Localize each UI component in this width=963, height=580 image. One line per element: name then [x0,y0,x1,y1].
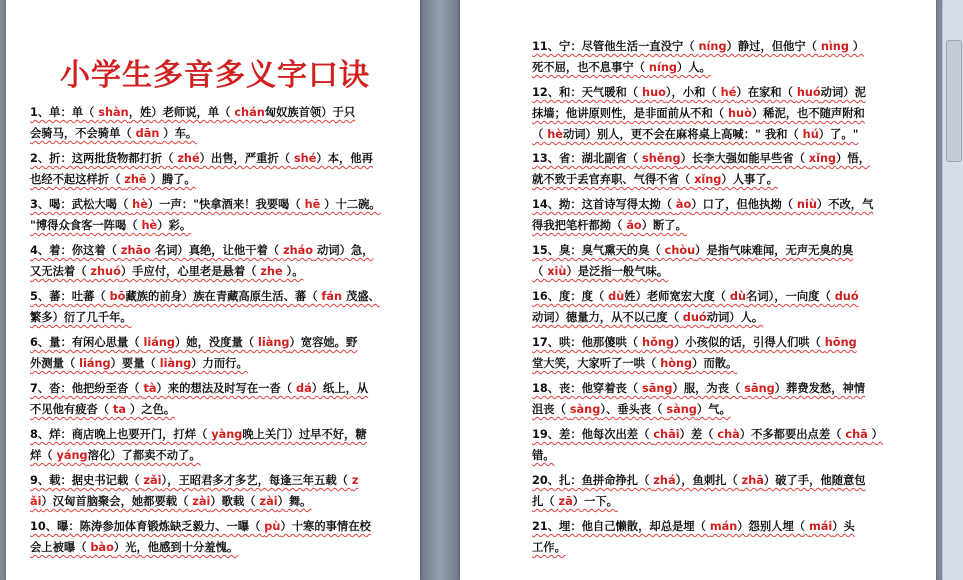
entry-text: ）是指气味难闻，无声无臭的臭 [695,244,854,257]
entry-item [532,286,932,328]
entry-text: 21、埋：他自己懒散，却总是埋（ [532,520,710,533]
entry-line [30,102,390,123]
entry-text: ）出售，严重折（ [199,152,294,165]
entry-item [30,332,390,374]
pinyin-text: hòng [660,357,693,370]
pinyin-text: sāng [744,382,775,395]
entry-text: ）稀泥，也不随声附和 [751,107,865,120]
pinyin-text: z [351,474,359,487]
entry-line [532,399,932,420]
entry-text: ）气。 [696,403,731,416]
pinyin-text: ǎo [626,219,642,232]
entry-line [30,261,390,282]
entry-line [30,516,390,537]
entry-line [532,215,932,236]
entry-text: 匈奴族首领）于只 [264,106,356,119]
pinyin-text: sàng [569,403,601,416]
entry-text: 6、量：有闲心思量（ [30,336,144,349]
entry-text: ）了。" [818,128,859,141]
entry-text: 5、蕃：吐蕃（ [30,290,110,303]
entry-text: ）人事了。 [721,173,778,186]
pinyin-text: zhāo [120,244,151,257]
entry-line [532,470,932,491]
entry-text: 错。 [532,449,555,462]
entry-text: ）静过，但他宁（ [726,40,821,53]
entry-text: 20、扎：鱼拼命挣扎（ [532,474,654,487]
entry-item [532,194,932,236]
pinyin-text: zài [259,495,278,508]
entry-text: 茂盛、 [342,290,380,303]
entry-text: ，姓）老师说，单（ [128,106,235,119]
entry-text: ）纸上，从 [311,382,369,395]
pinyin-text: nìng [820,40,849,53]
entry-text: 18、丧：他穿着丧（ [532,382,643,395]
entry-text: 就不致于丢官弃职、气得不省（ [532,173,695,186]
entry-line [30,148,390,169]
pinyin-text: liáng [143,336,175,349]
entry-text: 又无法着（ [30,265,91,278]
pinyin-text: dá [296,382,312,395]
entry-text: ）不多都要出点差（ [739,428,846,441]
entry-item [30,102,390,144]
pinyin-text: zhá [653,474,676,487]
entry-text: 10、曝：陈涛参加体育锻炼缺乏毅力、一曝（ [30,520,265,533]
entry-text: ），王昭君多才多艺，每逢三年五载（ [161,474,352,487]
entry-line [532,103,932,124]
entry-item [532,424,932,466]
entry-line [532,194,932,215]
entry-item [30,194,390,236]
entry-line [30,537,390,558]
entry-item [30,516,390,558]
pinyin-text: niù [796,198,817,211]
entry-text: ）在家和（ [736,86,797,99]
entry-text: 动词）德量力，从不以己度（ [532,311,683,324]
entry-text: 12、和：天气暖和（ [532,86,643,99]
entry-line [532,169,932,190]
pinyin-text: zhe [260,265,283,278]
entry-item [30,470,390,512]
entry-text: ）怨别人埋（ [737,520,809,533]
entry-text: （ [532,128,548,141]
pinyin-text: hǒng [642,336,674,349]
entry-item [30,286,390,328]
entry-line [30,123,390,144]
pinyin-text: hōng [824,336,857,349]
entry-line [30,353,390,374]
entry-text: ），小和（ [665,86,721,99]
entry-text: ），鱼刺扎（ [675,474,742,487]
vertical-scrollbar[interactable] [942,0,963,580]
entry-text: ）手应付，心里老是悬着（ [120,265,261,278]
entry-text: ）之色。 [126,403,176,416]
entry-text: 会骑马，不会骑单（ [30,127,136,140]
entry-text: 动词）泥 [820,86,866,99]
entry-text: ）而散。 [692,357,738,370]
entry-text: 得我把笔杆都拗（ [532,219,627,232]
entry-line [532,82,932,103]
entry-text: 堂大笑，大家听了一哄（ [532,357,661,370]
entry-line [532,332,932,353]
entry-text: ）十寒的事情在校 [280,520,371,533]
pinyin-text: dù [608,290,625,303]
pinyin-text: ǎi [30,495,42,508]
entry-line [532,424,932,445]
entry-text: 8、烊：商店晚上也要开门，打烊（ [30,428,212,441]
entry-text: 扎（ [532,495,559,508]
entry-text: ）力而行。 [191,357,248,370]
entry-item [30,378,390,420]
entry-line [532,124,932,145]
entry-text: ） [848,40,865,53]
entry-text: ）一下。 [572,495,618,508]
entry-line [30,332,390,353]
entry-text: 藏族的前身）族在青藏高原生活、蕃（ [125,290,322,303]
entry-line [532,148,932,169]
pinyin-text: zhē [124,173,147,186]
entry-text: 3、喝：武松大喝（ [30,198,133,211]
pinyin-text: pù [264,520,281,533]
entry-item [30,240,390,282]
pinyin-text: ào [675,198,692,211]
entry-line [532,36,932,57]
pinyin-text: fán [321,290,343,303]
entry-text: 17、哄：他那傻哄（ [532,336,643,349]
pinyin-text: shàn [98,106,129,119]
entry-text: 不见他有疲沓（ [30,403,114,416]
pinyin-text: chà [717,428,740,441]
pinyin-text: hè [141,219,158,232]
entry-text: 4、着：你这着（ [30,244,121,257]
pinyin-text: mán [709,520,738,533]
entry-text: ）断了。 [641,219,687,232]
entry-text: 11、宁：尽管他生活一直没宁（ [532,40,699,53]
entry-line [30,470,390,491]
entry-item [30,424,390,466]
entry-item [532,36,932,78]
pinyin-text: yáng [56,449,88,462]
pinyin-text: huó [796,86,821,99]
entry-text: 名词），一向度（ [746,290,835,303]
entry-text: 2、折：这两批货物都打折（ [30,152,178,165]
entry-item [532,378,932,420]
pinyin-text: zhā [741,474,764,487]
pinyin-text: bō [109,290,126,303]
pinyin-text: dān [135,127,160,140]
entry-text: ）人。 [676,61,711,74]
entry-line [30,194,390,215]
entry-text: 繁多）衍了几千年。 [30,311,132,324]
entry-text: ）小孩似的话，引得人们哄（ [673,336,825,349]
entry-text: 会上被曝（ [30,541,91,554]
entry-text: ）车。 [159,127,198,140]
entry-text: 16、度：度（ [532,290,609,303]
pinyin-text: hè [132,198,148,211]
entry-line [30,445,390,466]
entry-line [30,240,390,261]
pinyin-text: bào [90,541,114,554]
entry-line [532,286,932,307]
entry-text: ）汉匈首脑聚会，她都要载（ [41,495,193,508]
entry-line [532,307,932,328]
entry-line [30,378,390,399]
entry-text: ）头 [832,520,855,533]
entry-text: ）长李大强如能早些省（ [680,152,809,165]
entry-text: 19、差：他每次出差（ [532,428,654,441]
entry-item [532,516,932,558]
entry-text: ）来的想法及时写在一沓（ [156,382,296,395]
entry-text: 13、省：湖北副省（ [532,152,643,165]
entry-line [532,261,932,282]
entry-text: 动词）人。 [706,311,764,324]
entry-text: 9、载：据史书记载（ [30,474,144,487]
entry-text: ）是泛指一般气味。 [566,265,669,278]
entry-text: ）歌载（ [210,495,260,508]
pinyin-text: chā [845,428,868,441]
entry-text: 名词）真绝，让他干着（ [150,244,284,257]
entry-text: ）彩。 [157,219,192,232]
pinyin-text: sāng [642,382,673,395]
pinyin-text: zhé [177,152,200,165]
entry-line [30,286,390,307]
pinyin-text: xiù [547,265,567,278]
entry-text: ）十二碗。 [320,198,381,211]
entry-text: ） [867,428,883,441]
entry-item [532,240,932,282]
entry-text: 1、单：单（ [30,106,99,119]
pinyin-text: xǐng [694,173,722,186]
entry-line [30,491,390,512]
entry-text: ）、垂头丧（ [600,403,667,416]
pinyin-text: zhuó [90,265,121,278]
pinyin-text: zài [192,495,211,508]
entry-line [30,215,390,236]
pinyin-text: shé [293,152,317,165]
entry-text: ）宽容她。野 [289,336,358,349]
pinyin-text: chāi [653,428,680,441]
entry-text: ）悟， [836,152,870,165]
page-title: 小学生多音多义字口诀 [60,58,370,93]
pinyin-text: huò [727,107,752,120]
entry-text: 烊（ [30,449,57,462]
pinyin-text: tà [143,382,157,395]
pinyin-text: liàng [159,357,192,370]
document-page-left [6,0,420,580]
entry-text: ）她，没度量（ [174,336,258,349]
pinyin-text: zǎi [143,474,162,487]
page-gutter [420,0,460,580]
entry-text: 7、沓：他把纷至沓（ [30,382,144,395]
entry-text: 也经不起这样折（ [30,173,125,186]
entry-line [30,169,390,190]
pinyin-text: liàng [257,336,290,349]
entry-text: ）服，为丧（ [672,382,745,395]
pinyin-text: hē [304,198,321,211]
pinyin-text: yàng [211,428,243,441]
entry-item [30,148,390,190]
pinyin-text: sàng [666,403,697,416]
entry-text: 动词）急， [313,244,374,257]
entry-line [532,57,932,78]
entry-text: ）本，他再 [316,152,373,165]
entry-text: （ [532,265,548,278]
pinyin-text: zā [558,495,573,508]
entry-item [532,470,932,512]
entry-text: ）腾了。 [146,173,196,186]
pinyin-text: zháo [283,244,314,257]
pinyin-text: chòu [664,244,696,257]
entry-text: 工作。 [532,541,566,554]
pinyin-text: huo [642,86,666,99]
pinyin-text: hé [720,86,737,99]
entry-text: 死不屈，也不息事宁（ [532,61,649,74]
entry-item [532,82,932,145]
entry-text: ）要量（ [110,357,160,370]
entry-line [532,516,932,537]
pinyin-text: duó [682,311,707,324]
entry-item [532,148,932,190]
pinyin-text: hè [547,128,563,141]
entry-text: ）光，他感到十分羞愧。 [113,541,239,554]
entry-text: 动词）别人，更不会在麻将桌上高喊：" 我和（ [562,128,803,141]
entry-text: ）不改，气 [816,198,874,211]
pinyin-text: níng [698,40,727,53]
entry-text: ）一声："快拿酒来！我要喝（ [147,198,305,211]
entry-line [532,445,932,466]
pinyin-text: dù [729,290,747,303]
entry-text: ）口了，但他执拗（ [691,198,797,211]
entry-text: 姓）老师宽宏大度（ [624,290,730,303]
pinyin-text: shěng [642,152,681,165]
entry-line [532,240,932,261]
entry-line [532,537,932,558]
document-page-right [460,0,936,580]
entry-text: 沮丧（ [532,403,570,416]
scrollbar-thumb[interactable] [946,40,962,162]
pinyin-text: níng [648,61,677,74]
entry-text: ）破了手，他随意包 [763,474,866,487]
entry-text: 溶化）了都卖不动了。 [87,449,201,462]
entry-text: 14、拗：这首诗写得太拗（ [532,198,676,211]
entry-line [532,491,932,512]
entry-text: 抹墙；他讲原则性，是非面前从不和（ [532,107,728,120]
pinyin-text: xǐng [808,152,837,165]
entry-text: 15、臭：臭气熏天的臭（ [532,244,665,257]
entry-line [532,353,932,374]
entry-line [30,424,390,445]
entry-text: 外测量（ [30,357,80,370]
entry-text: ）葬费发愁，神情 [774,382,866,395]
entry-line [532,378,932,399]
entry-line [30,399,390,420]
pinyin-text: liáng [79,357,111,370]
pinyin-text: hú [802,128,819,141]
pinyin-text: chán [234,106,265,119]
pinyin-text: mái [808,520,833,533]
entry-item [532,332,932,374]
entry-text: ）舞。 [277,495,312,508]
entry-text: ）差（ [679,428,718,441]
entry-text: 晚上关门）过早不好，糖 [242,428,367,441]
entry-text: "博得众食客一阵喝（ [30,219,142,232]
pinyin-text: duó [834,290,859,303]
pinyin-text: ta [113,403,127,416]
entry-line [30,307,390,328]
entry-text: ）。 [282,265,304,278]
